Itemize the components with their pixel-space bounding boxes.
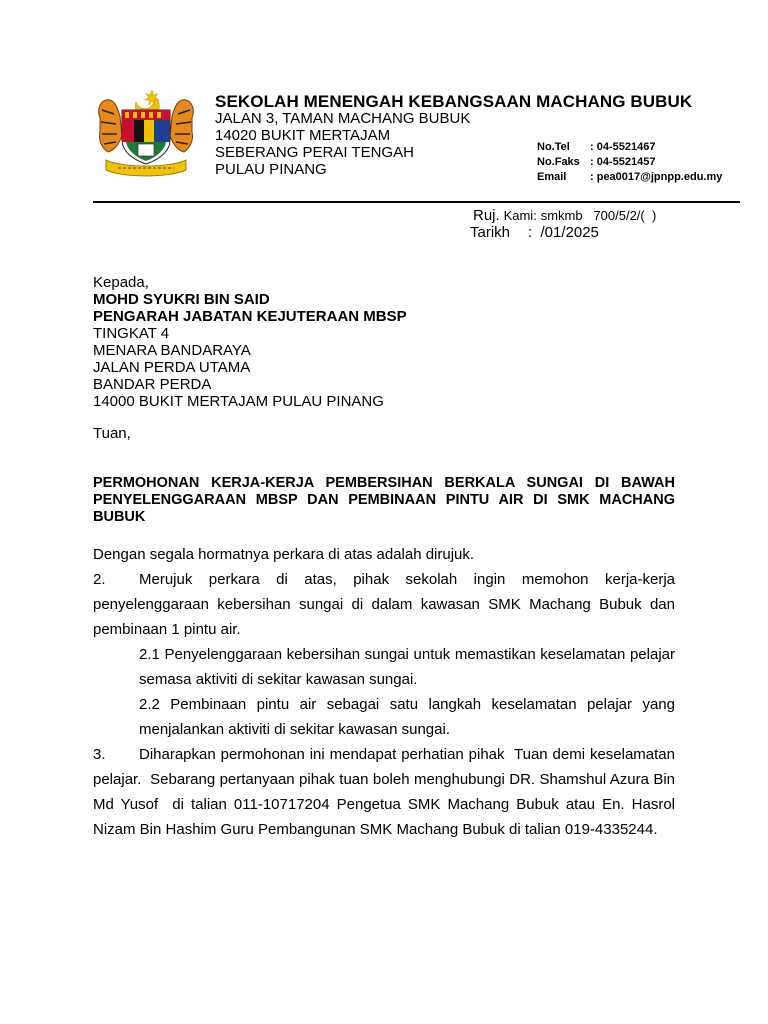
tarikh-value: : /01/2025 (528, 224, 599, 241)
contact-block (537, 140, 722, 185)
school-address (215, 110, 470, 178)
address-line: PULAU PINANG (215, 161, 327, 178)
recipient-address-line: 14000 BUKIT MERTAJAM PULAU PINANG (93, 393, 384, 410)
recipient-address-line: JALAN PERDA UTAMA (93, 359, 251, 376)
address-line: 14020 BUKIT MERTAJAM (215, 127, 391, 144)
recipient-position: PENGARAH JABATAN KEJUTERAAN MBSP (93, 308, 407, 325)
fax-label: No.Faks (537, 156, 580, 168)
date-line (470, 224, 599, 241)
tel-value: : 04-5521467 (590, 141, 656, 153)
fax-row (537, 155, 722, 170)
tarikh-label: Tarikh (470, 224, 511, 241)
letter-subject: PERMOHONAN KERJA-KERJA PEMBERSIHAN BERKALA SUNGAI DI BAWAH PENYELENGGARAAN MBSP DAN PEMBINAAN PINTU AIR DI SMK MACHANG BUBUK (93, 475, 675, 525)
coat-of-arms-logo (92, 88, 200, 180)
paragraph-2-1: 2.1 Penyelenggaraan kebersihan sungai untuk memastikan keselamatan pelajar semasa aktiviti di sekitar kawasan sungai. (139, 646, 675, 688)
kami-label: Kami: (503, 208, 537, 223)
paragraph-3 (93, 742, 680, 842)
paragraph-text: Diharapkan permohonan ini mendapat perhatian pihak Tuan demi keselamatan pelajar. Sebarang pertanyaan pihak tuan boleh menghubungi DR. Shamshul Azura Bin Md Yusof di talian 011-10717204 Pengetua SMK Machang Bubuk atau En. Hasrol Nizam Bin Hashim Guru Pembangunan SMK Machang Bubuk di talian 019-4335244. (93, 746, 680, 838)
paragraph-2-2: 2.2 Pembinaan pintu air sebagai satu langkah keselamatan pelajar yang menjalankan aktiviti di sekitar kawasan sungai. (139, 696, 675, 738)
recipient-greeting: Kepada, (93, 274, 149, 291)
letter-body (93, 542, 680, 842)
tel-row (537, 140, 722, 155)
address-line: JALAN 3, TAMAN MACHANG BUBUK (215, 110, 471, 127)
paragraph-text: Merujuk perkara di atas, pihak sekolah ingin memohon kerja-kerja penyelenggaraan kebersihan sungai di dalam kawasan SMK Machang Bubuk dan pembinaan 1 pintu air. (93, 571, 675, 638)
recipient-address-line: BANDAR PERDA (93, 376, 212, 393)
header-divider (93, 201, 740, 203)
fax-value: : 04-5521457 (590, 156, 656, 168)
school-name: SEKOLAH MENENGAH KEBANGSAAN MACHANG BUBUK (215, 92, 693, 111)
paragraph-number: 3. (93, 746, 106, 763)
recipient-name: MOHD SYUKRI BIN SAID (93, 291, 270, 308)
recipient-address-line: TINGKAT 4 (93, 325, 170, 342)
recipient-address-line: MENARA BANDARAYA (93, 342, 251, 359)
salutation: Tuan, (93, 425, 131, 442)
reference-number (473, 207, 656, 224)
paragraph-2 (93, 567, 675, 642)
email-row (537, 170, 722, 185)
tel-label: No.Tel (537, 141, 570, 153)
ruj-value: smkmb 700/5/2/( ) (540, 208, 657, 223)
ruj-label: Ruj. (473, 207, 500, 224)
address-line: SEBERANG PERAI TENGAH (215, 144, 414, 161)
email-label: Email (537, 171, 567, 183)
opening-paragraph: Dengan segala hormatnya perkara di atas adalah dirujuk. (93, 546, 475, 563)
paragraph-number: 2. (93, 571, 106, 588)
recipient-block (93, 274, 407, 410)
email-value[interactable]: : pea0017@jpnpp.edu.my (590, 171, 723, 183)
